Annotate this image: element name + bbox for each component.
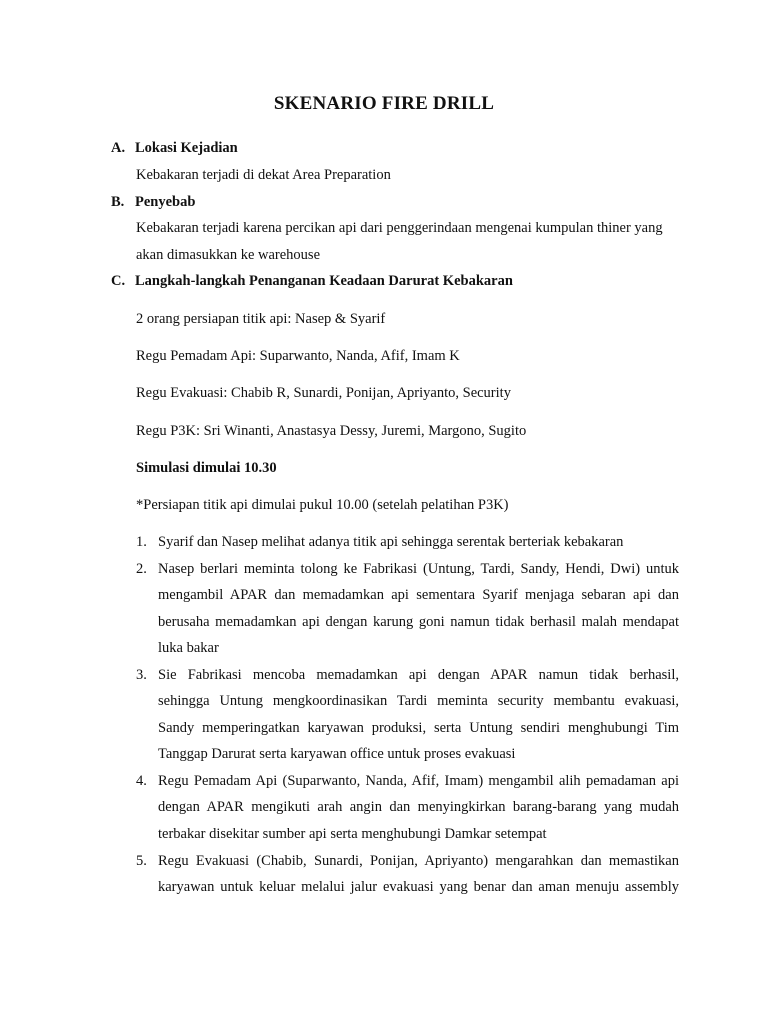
step-2-line-3: berusaha memadamkan api dengan karung goni namun tidak berhasil malah mendapat (158, 614, 679, 630)
section-a-letter: A. (111, 140, 126, 156)
step-2-line-1: Nasep berlari meminta tolong ke Fabrikasi (Untung, Tardi, Sandy, Hendi, Dwi) untuk (158, 561, 679, 577)
step-3-number: 3. (136, 667, 147, 683)
step-3-line-1: Sie Fabrikasi mencoba memadamkan api dengan APAR namun tidak berhasil, (158, 667, 679, 683)
team-extinguisher: Regu Pemadam Api: Suparwanto, Nanda, Afif, Imam K (136, 348, 460, 364)
step-5-line-2: karyawan untuk keluar melalui jalur evakuasi yang benar dan aman menuju assembly (158, 879, 679, 895)
preparation-note: *Persiapan titik api dimulai pukul 10.00 (setelah pelatihan P3K) (136, 497, 509, 513)
step-1-number: 1. (136, 534, 147, 550)
team-evacuation: Regu Evakuasi: Chabib R, Sunardi, Ponijan, Apriyanto, Security (136, 385, 511, 401)
section-b-line-2: akan dimasukkan ke warehouse (136, 247, 321, 263)
document-title: SKENARIO FIRE DRILL (273, 93, 495, 114)
step-4-line-1: Regu Pemadam Api (Suparwanto, Nanda, Afif, Imam) mengambil alih pemadaman api (158, 773, 679, 789)
section-a-heading (111, 140, 238, 157)
section-c-heading (111, 273, 513, 290)
step-2-number: 2. (136, 561, 147, 577)
team-first-aid: Regu P3K: Sri Winanti, Anastasya Dessy, Juremi, Margono, Sugito (136, 423, 527, 439)
step-4-line-2: dengan APAR mengikuti arah angin dan menyingkirkan barang-barang yang mudah (158, 799, 679, 815)
section-b-title: Penyebab (135, 194, 196, 210)
section-c-letter: C. (111, 273, 126, 289)
step-3-line-3: Sandy memperingatkan karyawan produksi, serta Untung sendiri menghubungi Tim (158, 720, 679, 736)
step-1-line-1: Syarif dan Nasep melihat adanya titik api sehingga serentak berteriak kebakaran (158, 534, 624, 550)
step-3-line-4: Tanggap Darurat serta karyawan office untuk proses evakuasi (158, 746, 516, 762)
section-b-heading (111, 194, 195, 211)
section-b-letter: B. (111, 194, 125, 210)
section-b-line-1: Kebakaran terjadi karena percikan api dari penggerindaan mengenai kumpulan thiner yang (136, 220, 663, 236)
step-4-line-3: terbakar disekitar sumber api serta menghubungi Damkar setempat (158, 826, 547, 842)
step-5-line-1: Regu Evakuasi (Chabib, Sunardi, Ponijan, Apriyanto) mengarahkan dan memastikan (158, 853, 679, 869)
section-a-title: Lokasi Kejadian (135, 140, 238, 156)
step-5-number: 5. (136, 853, 147, 869)
step-2-line-2: mengambil APAR dan memadamkan api sementara Syarif menjaga sebaran api dan (158, 587, 679, 603)
step-4-number: 4. (136, 773, 147, 789)
section-c-title: Langkah-langkah Penanganan Keadaan Darurat Kebakaran (135, 273, 513, 289)
team-fire-setup: 2 orang persiapan titik api: Nasep & Syarif (136, 311, 386, 327)
section-a-line-1: Kebakaran terjadi di dekat Area Preparation (136, 167, 391, 183)
step-3-line-2: sehingga Untung mengkoordinasikan Tardi meminta security membantu evakuasi, (158, 693, 679, 709)
simulation-start: Simulasi dimulai 10.30 (136, 460, 277, 476)
step-2-line-4: luka bakar (158, 640, 219, 656)
